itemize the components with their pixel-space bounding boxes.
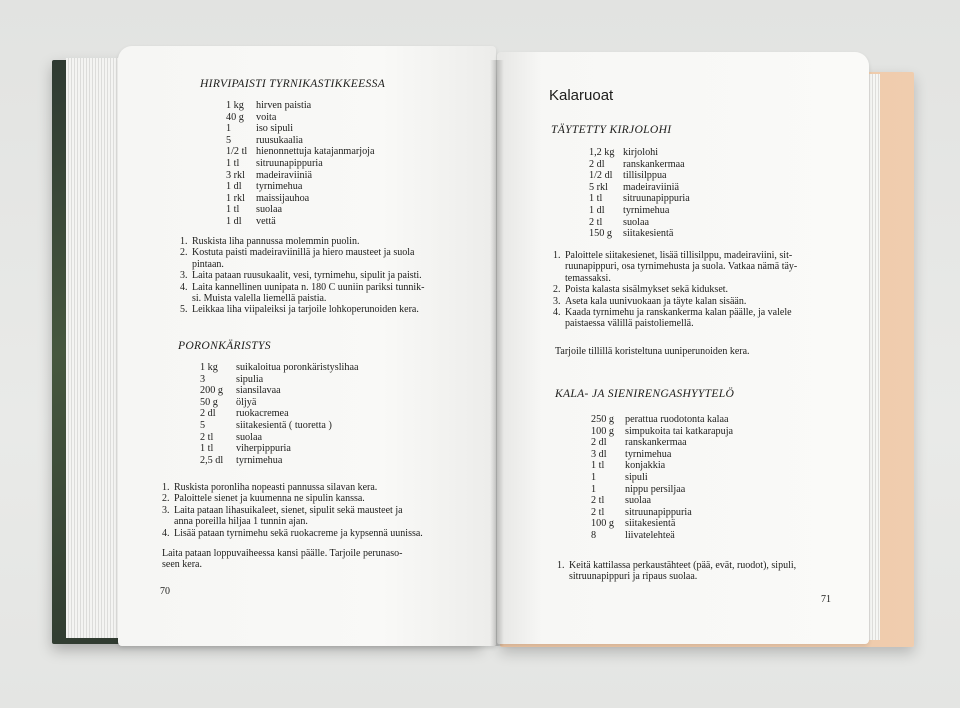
step-number: 3. [180,270,188,282]
ingredient-row [226,204,375,216]
ingredient-name: hienonnettuja katajanmarjoja [256,146,375,158]
ingredient-name: sipuli [625,471,648,483]
ingredient-name: suolaa [256,204,283,216]
steps-kirjolohi [553,250,853,330]
ingredient-name: iso sipuli [256,123,294,135]
ingredient-name: konjakkia [625,460,666,472]
ingredient-row [589,147,690,159]
ingredient-row [589,170,690,182]
step-number: 3. [553,295,561,307]
ingredient-name: hirven paistia [256,100,312,111]
serving-note-poronkaristys: Laita pataan loppuvaiheessa kansi päälle. Tarjoile perunaso- seen kera. [162,548,403,571]
ingredient-row [200,420,359,432]
ingredient-name: suikaloitua poronkäristyslihaa [236,362,359,373]
ingredient-name: siansilavaa [236,385,281,397]
ingredient-row [226,181,375,193]
ingredient-quantity: 2 dl [589,158,605,170]
ingredient-name: siitakesientä [625,518,676,530]
ingredient-row [200,397,359,409]
ingredient-name: voita [256,111,277,123]
step-number: 1. [180,236,188,247]
ingredient-list-poronkaristys [200,362,359,466]
ingredient-name: vettä [256,215,276,227]
ingredient-row [589,193,690,205]
ingredient-quantity: 1 kg [226,100,244,111]
ingredient-quantity: 3 dl [591,448,607,460]
ingredient-quantity: 1 dl [226,215,242,227]
ingredient-row [200,374,359,386]
step-number: 3. [162,504,170,516]
ingredient-quantity: 3 rkl [226,169,245,181]
ingredient-row [591,414,733,426]
recipe-step [162,493,482,504]
recipe-step [553,307,853,330]
step-text: Laita pataan ruusukaalit, vesi, tyrnimehu, sipulit ja paisti. [192,270,422,282]
ingredient-name: liivatelehteä [625,529,675,541]
section-title: Kalaruoat [549,87,614,104]
ingredient-row [591,507,733,519]
step-text: Kaada tyrnimehu ja ranskankerma kalan päälle, ja valele paistaessa välillä paistoliemellä. [565,307,792,330]
ingredient-quantity: 1 dl [589,204,605,216]
recipe-step [180,304,480,315]
ingredient-quantity: 2 dl [591,437,607,449]
ingredient-name: siitakesientä ( tuoretta ) [236,419,332,431]
ingredient-quantity: 1 [226,123,232,135]
ingredient-name: tyrnimehua [236,454,283,466]
step-text: Lisää pataan tyrnimehu sekä ruokacreme ja kypsennä uunissa. [174,527,423,539]
step-number: 4. [162,527,170,539]
steps-hyytelo [557,560,857,583]
ingredient-name: ranskankermaa [625,437,687,449]
ingredient-quantity: 2 dl [200,408,216,420]
ingredient-row [591,426,733,438]
ingredient-name: ruusukaalia [256,134,303,146]
steps-hirvipaisti [180,236,480,316]
ingredient-row [226,158,375,170]
ingredient-name: perattua ruodotonta kalaa [625,414,729,425]
ingredient-quantity: 2 tl [589,216,603,228]
ingredient-row [200,432,359,444]
serving-note-kirjolohi: Tarjoile tillillä koristeltuna uuniperunoiden kera. [555,346,750,357]
ingredient-quantity: 1 rkl [226,192,245,204]
step-text: Kostuta paisti madeiraviinillä ja hiero mausteet ja suola pintaan. [192,247,415,270]
step-text: Keitä kattilassa perkaustähteet (pää, evät, ruodot), sipuli, sitruunapippuri ja ripaus suolaa. [569,560,797,583]
ingredient-quantity: 1/2 dl [589,170,613,182]
ingredient-quantity: 250 g [591,414,614,425]
ingredient-row [226,135,375,147]
step-text: Ruskista liha pannussa molemmin puolin. [192,236,360,247]
left-page [118,46,496,646]
ingredient-name: suolaa [236,431,263,443]
ingredient-quantity: 2 tl [200,431,214,443]
steps-poronkaristys [162,482,482,539]
ingredient-row [589,217,690,229]
ingredient-name: kirjolohi [623,147,659,158]
ingredient-quantity: 1/2 tl [226,146,248,158]
step-text: Aseta kala uunivuokaan ja täyte kalan sisään. [565,295,747,307]
ingredient-quantity: 100 g [591,518,614,530]
ingredient-quantity: 5 rkl [589,181,608,193]
ingredient-quantity: 1 tl [226,204,240,216]
ingredient-row [589,159,690,171]
recipe-step [162,505,482,528]
recipe-step [553,250,853,284]
ingredient-row [200,408,359,420]
recipe-step [180,247,480,270]
ingredient-quantity: 1 [591,471,597,483]
ingredient-quantity: 1 [591,483,597,495]
ingredient-row [591,484,733,496]
ingredient-row [591,518,733,530]
ingredient-name: ranskankermaa [623,158,685,170]
ingredient-list-hirvipaisti [226,100,375,228]
ingredient-quantity: 3 [200,373,206,385]
ingredient-name: tyrnimehua [256,181,303,193]
step-text: Poista kalasta sisälmykset sekä kidukset. [565,284,729,296]
step-text: Laita pataan lihasuikaleet, sienet, sipulit sekä mausteet ja anna poreilla hiljaa 1 tunnin ajan. [174,504,403,528]
ingredient-row [591,460,733,472]
ingredient-row [589,228,690,240]
step-number: 1. [553,250,561,261]
ingredient-row [200,455,359,467]
recipe-step [553,284,853,295]
ingredient-name: madeiraviiniä [256,169,313,181]
page-number-right: 71 [821,594,831,605]
ingredient-row [591,495,733,507]
ingredient-name: tillisilppua [623,170,667,182]
ingredient-name: sitruunapippuria [256,157,323,169]
ingredient-name: suolaa [625,495,652,507]
ingredient-name: siitakesientä [623,228,674,240]
ingredient-name: tyrnimehua [625,448,672,460]
step-number: 2. [180,247,188,259]
ingredient-row [226,146,375,158]
ingredient-name: nippu persiljaa [625,483,686,495]
ingredient-name: viherpippuria [236,443,291,455]
step-number: 2. [553,284,561,296]
ingredient-quantity: 1,2 kg [589,147,615,158]
recipe-step [162,482,482,493]
ingredient-row [226,193,375,205]
ingredient-list-kirjolohi [589,147,690,240]
recipe-title-poronkaristys: PORONKÄRISTYS [178,339,271,352]
ingredient-row [589,182,690,194]
ingredient-row [226,216,375,228]
ingredient-quantity: 200 g [200,385,223,397]
ingredient-quantity: 2 tl [591,506,605,518]
ingredient-quantity: 1 tl [591,460,605,472]
ingredient-row [200,362,359,374]
step-number: 4. [180,281,188,293]
right-page [497,52,869,644]
ingredient-quantity: 1 tl [589,193,603,205]
ingredient-quantity: 8 [591,529,597,541]
ingredient-quantity: 1 tl [226,157,240,169]
ingredient-name: sipulia [236,373,264,385]
ingredient-quantity: 2,5 dl [200,454,224,466]
ingredient-name: madeiraviiniä [623,181,680,193]
ingredient-row [591,530,733,542]
ingredient-row [226,170,375,182]
ingredient-row [591,472,733,484]
ingredient-quantity: 1 tl [200,443,214,455]
ingredient-row [200,443,359,455]
ingredient-quantity: 100 g [591,425,614,437]
ingredient-row [226,100,375,112]
ingredient-name: öljyä [236,396,257,408]
step-text: Leikkaa liha viipaleiksi ja tarjoile lohkoperunoiden kera. [192,304,419,316]
recipe-step [180,270,480,281]
ingredient-name: tyrnimehua [623,204,670,216]
step-number: 1. [557,560,565,571]
ingredient-quantity: 5 [200,419,206,431]
step-number: 5. [180,304,188,316]
ingredient-name: ruokacremea [236,408,289,420]
ingredient-name: maissijauhoa [256,192,310,204]
recipe-step [180,236,480,247]
recipe-step [180,282,480,305]
step-text: Paloittele siitakesienet, lisää tillisilppu, madeiraviini, sit- ruunapippuri, osa tyrnimehusta ja suola. Vatkaa nämä täy- temassaksi. [565,250,798,284]
step-text: Laita kannellinen uunipata n. 180 C uuniin pariksi tunnik- si. Muista valella liemellä paistia. [192,281,425,305]
step-number: 2. [162,493,170,505]
ingredient-row [226,112,375,124]
ingredient-list-hyytelo [591,414,733,542]
ingredient-row [591,437,733,449]
ingredient-quantity: 2 tl [591,495,605,507]
ingredient-quantity: 1 dl [226,181,242,193]
step-number: 4. [553,307,561,319]
page-number-left: 70 [160,586,170,597]
ingredient-row [200,385,359,397]
recipe-step [557,560,857,583]
ingredient-row [591,449,733,461]
step-number: 1. [162,482,170,493]
recipe-title-hyytelo: KALA- JA SIENIRENGASHYYTELÖ [555,387,735,400]
ingredient-row [589,205,690,217]
ingredient-quantity: 5 [226,134,232,146]
step-text: Paloittele sienet ja kuumenna ne sipulin kanssa. [174,493,365,505]
ingredient-name: sitruunapippuria [623,193,690,205]
ingredient-name: simpukoita tai katkarapuja [625,425,734,437]
ingredient-name: sitruunapippuria [625,506,692,518]
ingredient-quantity: 150 g [589,228,612,240]
ingredient-row [226,123,375,135]
ingredient-quantity: 40 g [226,111,244,123]
ingredient-quantity: 1 kg [200,362,218,373]
book-gutter [490,60,504,646]
step-text: Ruskista poronliha nopeasti pannussa silavan kera. [174,482,378,493]
recipe-title-hirvipaisti: HIRVIPAISTI TYRNIKASTIKKEESSA [200,77,386,90]
recipe-step [553,296,853,307]
recipe-step [162,528,482,539]
recipe-title-kirjolohi: TÄYTETTY KIRJOLOHI [551,123,672,136]
ingredient-quantity: 50 g [200,396,218,408]
ingredient-name: suolaa [623,216,650,228]
